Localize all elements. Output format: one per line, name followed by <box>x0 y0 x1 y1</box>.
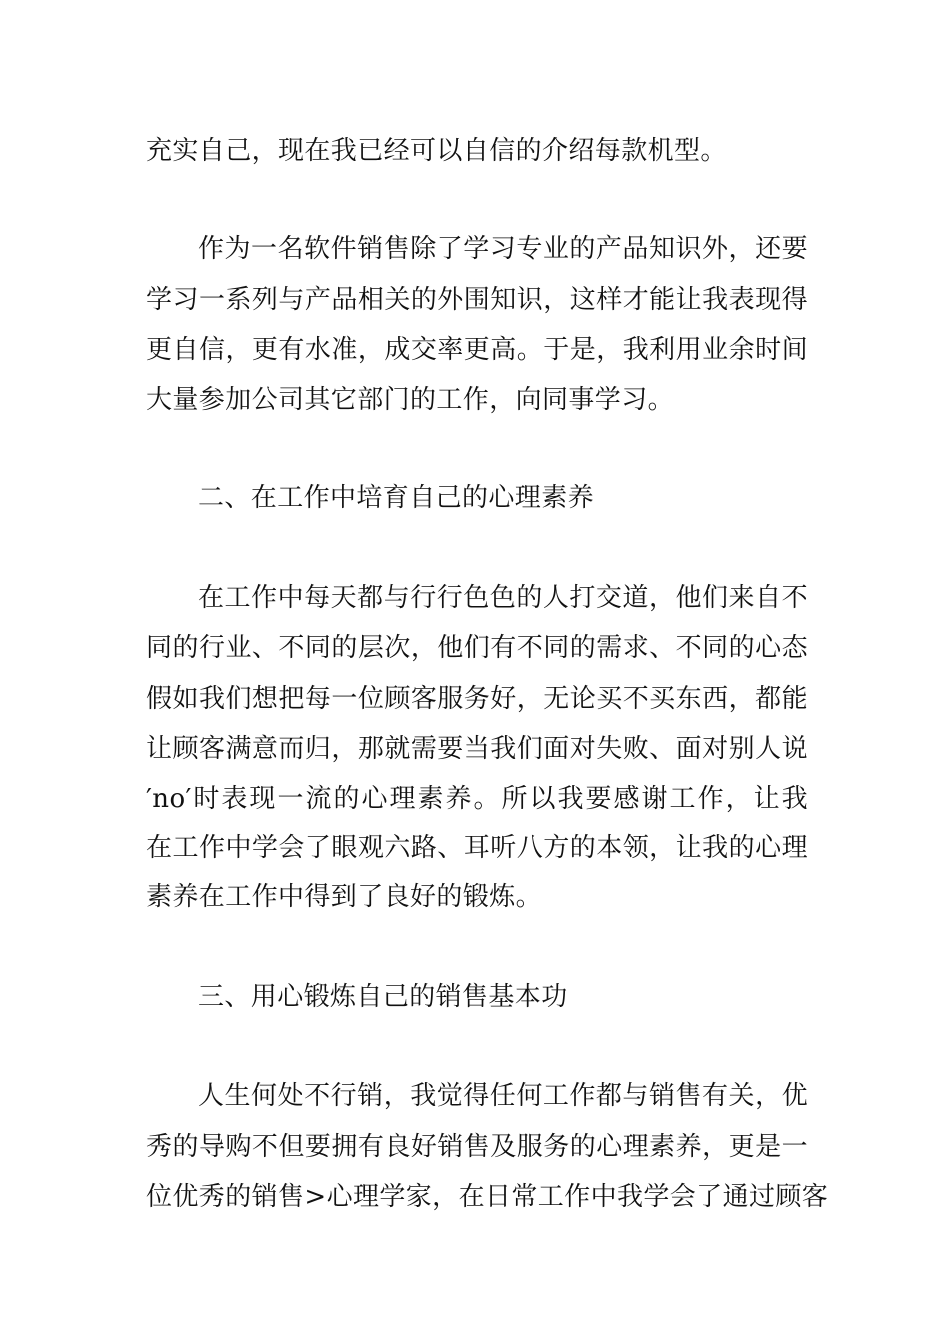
paragraph-line: 大量参加公司其它部门的工作，向同事学习。 <box>146 385 675 415</box>
paragraph-line: ′no′时表现一流的心理素养。所以我要感谢工作，让我 <box>146 784 808 814</box>
paragraph-line: 假如我们想把每一位顾客服务好，无论买不买东西，都能 <box>146 684 808 714</box>
paragraph-line: 在工作中学会了眼观六路、耳听八方的本领，让我的心理 <box>146 833 808 863</box>
paragraph-line: 作为一名软件销售除了学习专业的产品知识外，还要 <box>198 234 808 264</box>
paragraph-line: 在工作中每天都与行行色色的人打交道，他们来自不 <box>198 583 808 613</box>
paragraph-line: 更自信，更有水准，成交率更高。于是，我利用业余时间 <box>146 335 808 365</box>
paragraph-line: 充实自己，现在我已经可以自信的介绍每款机型。 <box>146 136 727 166</box>
section-heading: 三、用心锻炼自己的销售基本功 <box>198 982 568 1012</box>
paragraph-line: 人生何处不行销，我觉得任何工作都与销售有关，优 <box>198 1081 808 1111</box>
paragraph-line: 位优秀的销售>心理学家，在日常工作中我学会了通过顾客 <box>146 1182 829 1212</box>
paragraph-line: 素养在工作中得到了良好的锻炼。 <box>146 882 543 912</box>
section-heading: 二、在工作中培育自己的心理素养 <box>198 483 595 513</box>
paragraph-line: 秀的导购不但要拥有良好销售及服务的心理素养，更是一 <box>146 1132 808 1162</box>
paragraph-line: 学习一系列与产品相关的外围知识，这样才能让我表现得 <box>146 285 808 315</box>
paragraph-line: 同的行业、不同的层次，他们有不同的需求、不同的心态 <box>146 633 808 663</box>
paragraph-line: 让顾客满意而归，那就需要当我们面对失败、面对别人说 <box>146 734 808 764</box>
